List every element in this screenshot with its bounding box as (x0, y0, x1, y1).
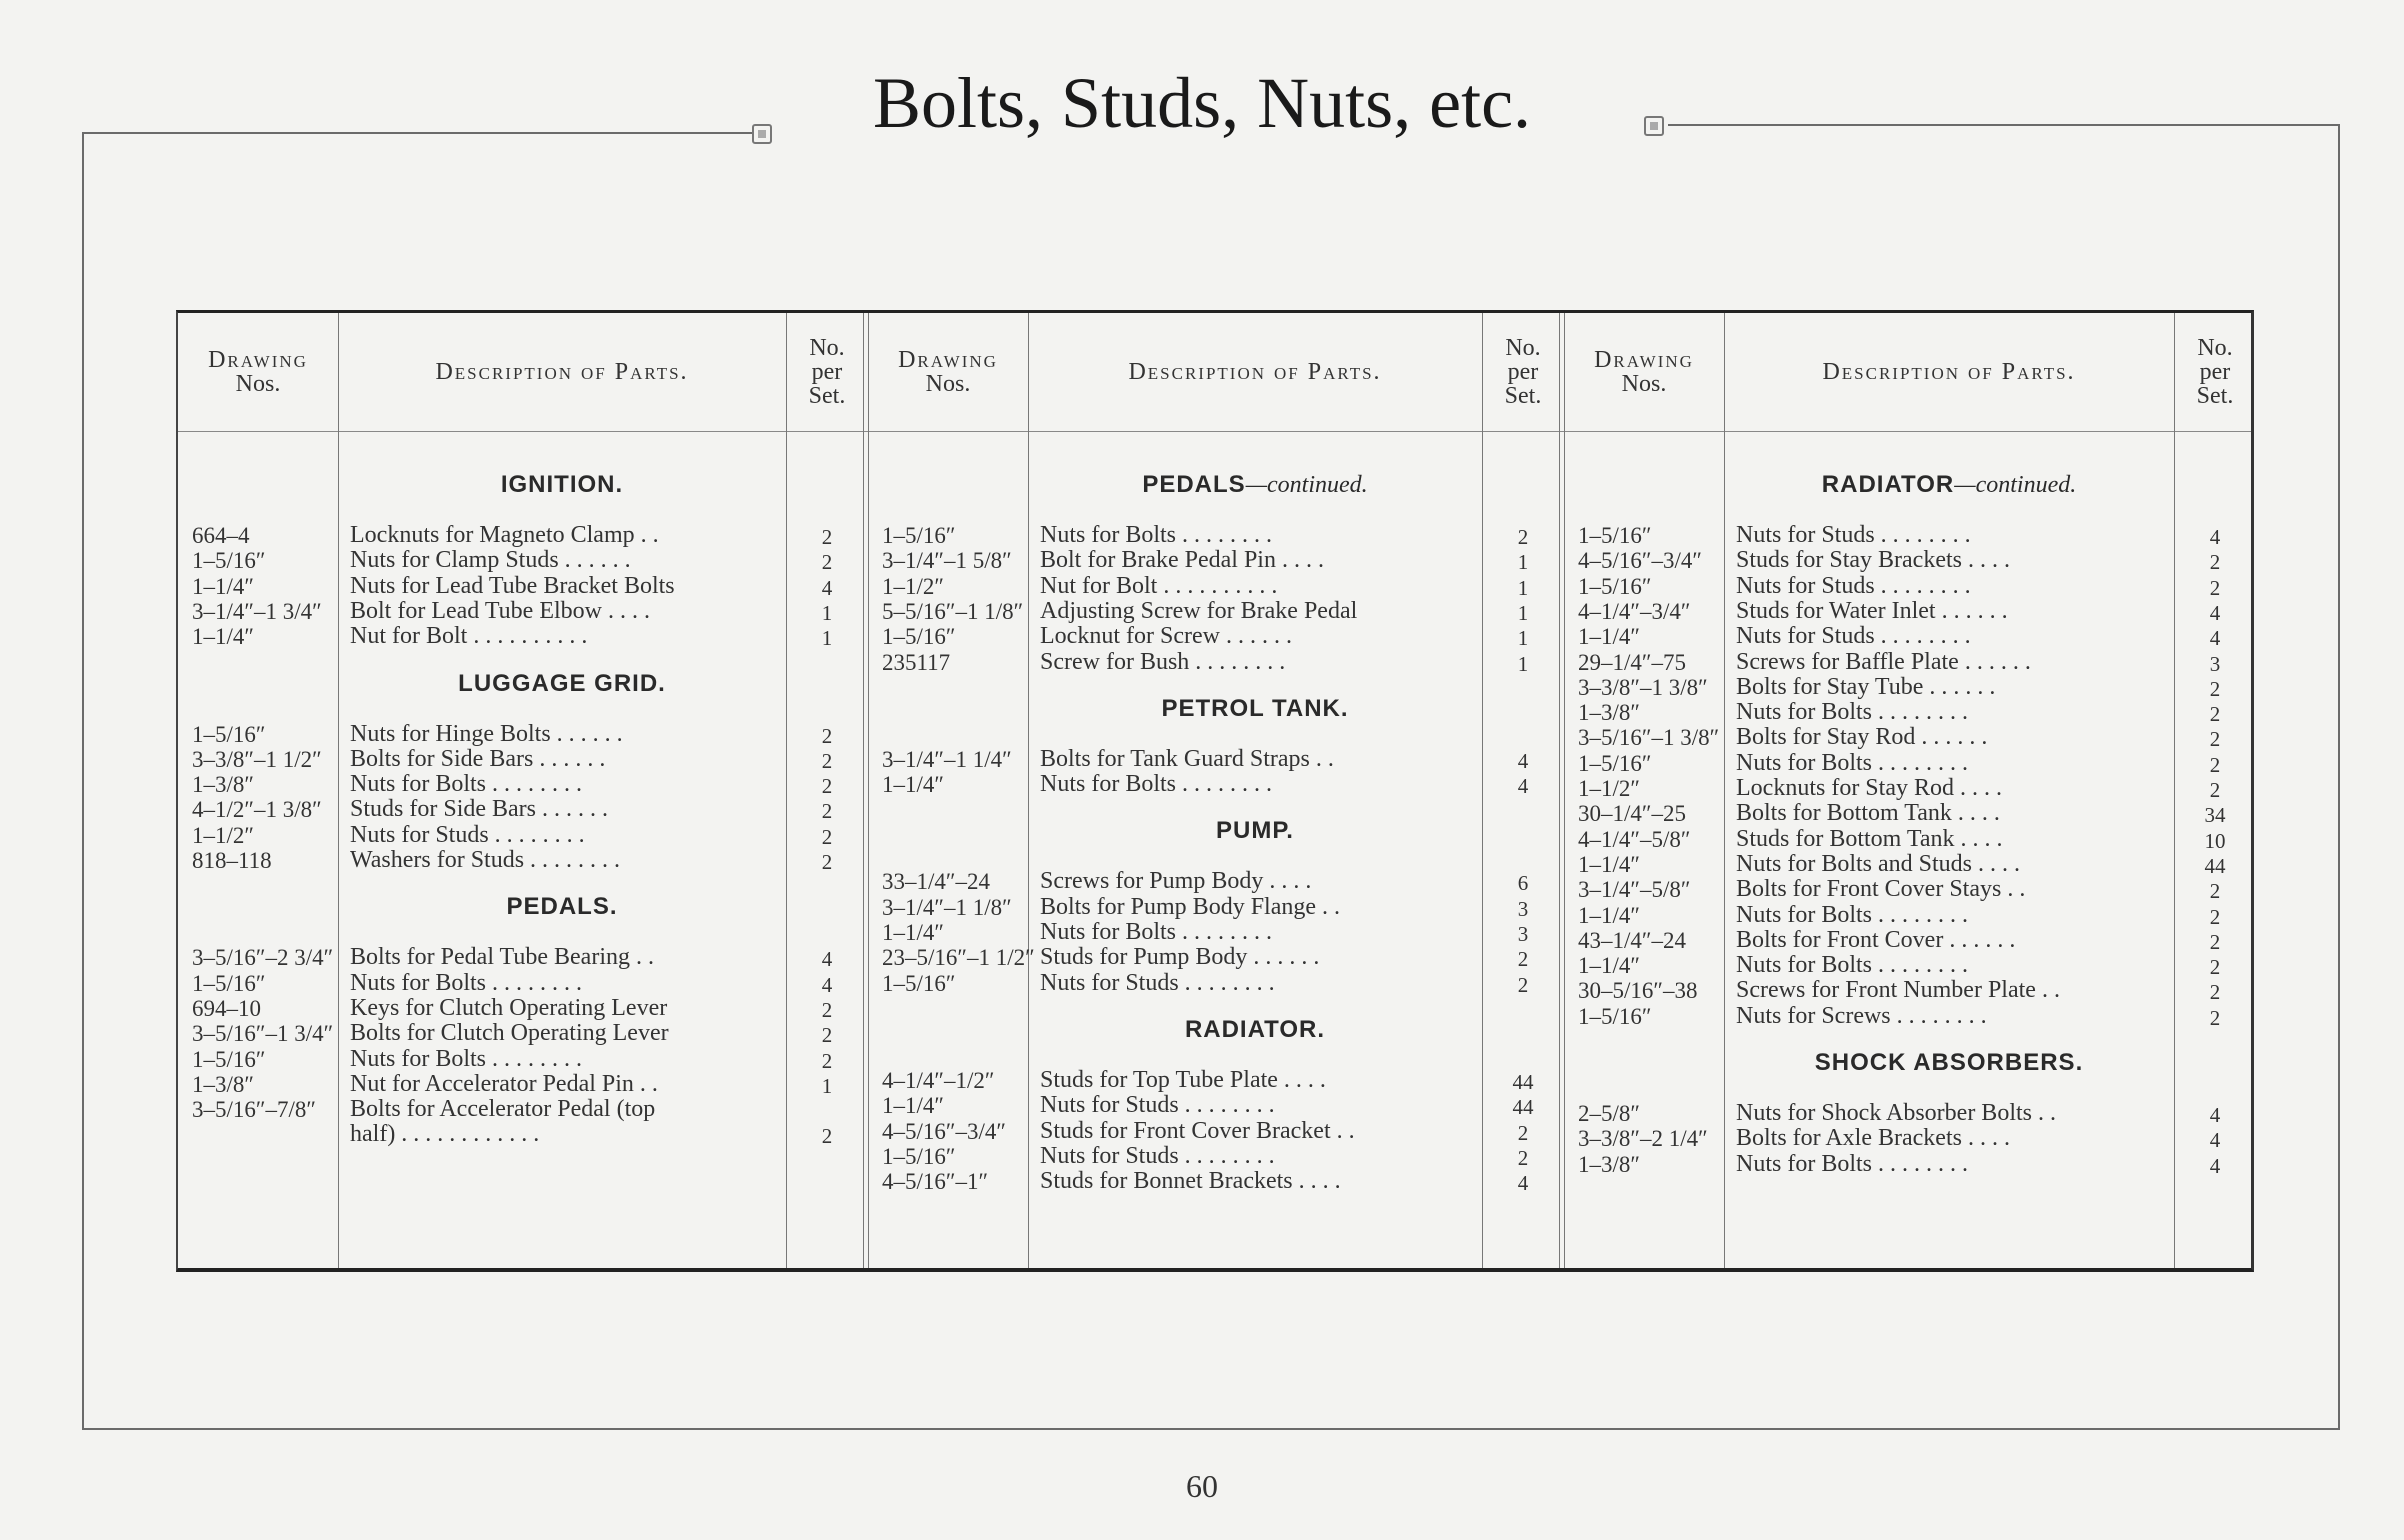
quantity-per-set: 4 (1517, 1171, 1529, 1196)
part-description: Bolts for Front Cover Stays . . (1736, 877, 2026, 903)
section-heading-text: SHOCK ABSORBERS. (1814, 1049, 2084, 1076)
quantity-per-set: 1 (821, 1073, 833, 1098)
section-heading-suffix: —continued. (1954, 472, 2077, 498)
header-per-set-line1: No. (2197, 335, 2233, 361)
section-heading (1724, 471, 2174, 499)
quantity-per-set: 2 (2209, 550, 2221, 575)
quantity-per-set: 44 (1512, 1069, 1534, 1094)
drawing-number: 1–5/16″ (882, 970, 956, 996)
quantity-per-set: 2 (821, 774, 833, 799)
parts-table (176, 310, 2254, 1272)
drawing-number: 1–3/8″ (1578, 700, 1640, 726)
header-drawing-line2: Nos. (1621, 371, 1667, 397)
quantity-per-set: 2 (821, 997, 833, 1022)
part-description: Nut for Bolt . . . . . . . . . . (1040, 573, 1278, 599)
part-description: Nuts for Studs . . . . . . . . (1736, 523, 1971, 548)
drawing-number: 3–5/16″–7/8″ (192, 1097, 316, 1123)
header-per-set-line2: per (811, 359, 843, 385)
quantity-per-set: 2 (821, 525, 833, 549)
part-description: Bolts for Pump Body Flange . . (1040, 894, 1341, 920)
quantity-per-set: 4 (2209, 1153, 2221, 1178)
part-description: Nuts for Studs . . . . . . . . (350, 822, 585, 848)
part-description: Bolts for Stay Rod . . . . . . (1736, 725, 1988, 751)
part-description: Nuts for Studs . . . . . . . . (1736, 624, 1971, 650)
page-title: Bolts, Studs, Nuts, etc. (872, 63, 1532, 143)
group-divider (863, 313, 864, 1268)
part-description: Studs for Bottom Tank . . . . (1736, 826, 2003, 852)
drawing-number: 1–1/4″ (1578, 953, 1640, 979)
part-description: Studs for Side Bars . . . . . . (350, 797, 608, 823)
part-description: Nuts for Lead Tube Bracket Bolts (350, 573, 675, 599)
header-per-set-line2: per (1507, 359, 1539, 385)
quantity-per-set: 1 (821, 600, 833, 625)
quantity-per-set: 2 (2209, 1005, 2221, 1030)
part-description: Washers for Studs . . . . . . . . (350, 848, 621, 873)
drawing-number: 1–5/16″ (882, 523, 956, 548)
part-description: Nuts for Bolts . . . . . . . . (1040, 523, 1273, 548)
part-description: Bolt for Lead Tube Elbow . . . . (350, 598, 650, 624)
drawing-number: 1–1/4″ (192, 573, 254, 599)
part-description: Nuts for Bolts . . . . . . . . (350, 1046, 583, 1072)
quantity-per-set: 2 (821, 723, 833, 748)
drawing-number: 1–1/4″ (882, 1093, 944, 1119)
part-description: Locknut for Screw . . . . . . (1040, 624, 1292, 650)
drawing-number: 4–5/16″–1″ (882, 1169, 989, 1195)
section-heading-text: PEDALS (1142, 471, 1246, 498)
part-description: Nuts for Bolts and Studs . . . . (1736, 851, 2021, 877)
quantity-per-set: 2 (2209, 778, 2221, 802)
drawing-number: 1–5/16″ (882, 624, 956, 650)
header-per-set (1482, 313, 1564, 431)
drawing-number: 1–5/16″ (1578, 750, 1652, 776)
quantity-per-set: 3 (2209, 651, 2221, 676)
quantity-per-set: 2 (2209, 752, 2221, 777)
quantity-per-set: 4 (821, 972, 833, 997)
header-per-set-line3: Set. (1504, 383, 1542, 409)
quantity-per-set: 10 (2204, 828, 2226, 853)
header-per-set (2174, 313, 2256, 431)
quantity-per-set: 2 (1517, 525, 1529, 549)
part-description: Nuts for Studs . . . . . . . . (1040, 1093, 1275, 1119)
header-drawing-line1: Drawing (208, 347, 308, 373)
quantity-per-set: 4 (2209, 1128, 2221, 1153)
section-heading-text: PETROL TANK. (1161, 694, 1349, 722)
header-description (1028, 313, 1482, 431)
drawing-number: 3–3/8″–1 1/2″ (192, 746, 322, 772)
quantity-per-set: 3 (1517, 922, 1529, 946)
group-divider (1564, 313, 1565, 1268)
header-description-label: Description of Parts. (1128, 359, 1382, 385)
column-divider (1028, 313, 1029, 1268)
drawing-number: 1–1/4″ (1578, 902, 1640, 928)
frame-top-left (82, 132, 752, 134)
ornament-left (752, 124, 772, 144)
header-drawing-line2: Nos. (925, 371, 971, 397)
header-drawing-nos (1564, 313, 1724, 431)
header-drawing-nos (868, 313, 1028, 431)
part-description: Studs for Bonnet Brackets . . . . (1040, 1169, 1341, 1195)
part-description: Nuts for Bolts . . . . . . . . (1736, 1151, 1969, 1177)
drawing-number: 3–1/4″–1 3/4″ (192, 598, 322, 624)
drawing-number: 4–1/4″–5/8″ (1578, 826, 1691, 852)
quantity-per-set: 2 (2209, 727, 2221, 752)
drawing-number: 1–3/8″ (1578, 1151, 1640, 1177)
quantity-per-set: 2 (821, 850, 833, 874)
part-description: Screws for Pump Body . . . . (1040, 869, 1312, 895)
part-description: Nuts for Bolts . . . . . . . . (350, 772, 583, 798)
quantity-per-set: 1 (1517, 575, 1529, 600)
header-per-set-line3: Set. (808, 383, 846, 409)
section-heading (1028, 817, 1482, 845)
quantity-per-set: 2 (2209, 676, 2221, 701)
drawing-number: 1–1/2″ (882, 573, 944, 599)
quantity-per-set: 2 (821, 1023, 833, 1048)
drawing-number: 694–10 (192, 995, 261, 1021)
part-description: Nuts for Bolts . . . . . . . . (1040, 772, 1273, 798)
group-divider (1559, 313, 1560, 1268)
part-description: Bolts for Pedal Tube Bearing . . (350, 945, 654, 971)
drawing-number: 3–1/4″–5/8″ (1578, 877, 1691, 903)
quantity-per-set: 4 (821, 575, 833, 600)
quantity-per-set: 4 (821, 947, 833, 972)
quantity-per-set: 2 (821, 748, 833, 773)
quantity-per-set: 2 (821, 1048, 833, 1073)
column-divider (338, 313, 339, 1268)
drawing-number: 1–1/4″ (192, 624, 254, 650)
part-description: Nuts for Bolts . . . . . . . . (1736, 953, 1969, 979)
drawing-number: 4–1/4″–1/2″ (882, 1067, 995, 1093)
drawing-number: 3–5/16″–1 3/8″ (1578, 725, 1720, 751)
part-description: Studs for Pump Body . . . . . . (1040, 945, 1320, 971)
header-per-set-line1: No. (809, 335, 845, 361)
drawing-number: 1–5/16″ (1578, 573, 1652, 599)
header-per-set-line1: No. (1505, 335, 1541, 361)
group-divider (868, 313, 869, 1268)
drawing-number: 3–1/4″–1 1/4″ (882, 746, 1012, 772)
drawing-number: 2–5/8″ (1578, 1101, 1640, 1126)
part-description: Bolts for Tank Guard Straps . . (1040, 746, 1334, 772)
part-description: Nuts for Bolts . . . . . . . . (1040, 920, 1273, 945)
part-description: Nuts for Studs . . . . . . . . (1040, 1143, 1275, 1169)
part-description: Nuts for Studs . . . . . . . . (1736, 573, 1971, 599)
quantity-per-set: 34 (2204, 803, 2226, 828)
drawing-number: 1–5/16″ (192, 721, 266, 747)
ornament-right (1644, 116, 1664, 136)
drawing-number: 1–3/8″ (192, 772, 254, 798)
quantity-per-set: 1 (1517, 550, 1529, 575)
part-description: Screw for Bush . . . . . . . . (1040, 649, 1286, 675)
quantity-per-set: 4 (2209, 1103, 2221, 1127)
quantity-per-set: 1 (1517, 600, 1529, 625)
drawing-number: 3–5/16″–2 3/4″ (192, 945, 334, 971)
header-description (1724, 313, 2174, 431)
part-description: Bolts for Accelerator Pedal (top (350, 1097, 656, 1123)
drawing-number: 1–3/8″ (192, 1071, 254, 1097)
quantity-per-set: 1 (821, 626, 833, 651)
section-heading-text: PEDALS. (506, 893, 618, 921)
quantity-per-set: 2 (2209, 955, 2221, 980)
drawing-number: 3–3/8″–2 1/4″ (1578, 1126, 1708, 1152)
quantity-per-set: 2 (2209, 702, 2221, 727)
section-heading (1028, 471, 1482, 499)
part-description: Nuts for Bolts . . . . . . . . (1736, 700, 1969, 726)
drawing-number: 235117 (882, 649, 951, 675)
header-drawing-nos (178, 313, 338, 431)
header-description (338, 313, 786, 431)
drawing-number: 1–5/16″ (1578, 1003, 1652, 1029)
header-drawing-line1: Drawing (898, 347, 998, 373)
quantity-per-set: 2 (1517, 947, 1529, 972)
drawing-number: 664–4 (192, 523, 250, 548)
quantity-per-set: 2 (2209, 929, 2221, 954)
part-description: Screws for Baffle Plate . . . . . . (1736, 649, 2031, 675)
section-heading (1028, 1016, 1482, 1044)
drawing-number: 5–5/16″–1 1/8″ (882, 598, 1024, 624)
quantity-per-set: 4 (2209, 600, 2221, 625)
frame-right (2338, 124, 2340, 1430)
quantity-per-set: 2 (2209, 980, 2221, 1005)
part-description: Nuts for Shock Absorber Bolts . . (1736, 1101, 2056, 1126)
header-description-label: Description of Parts. (1822, 359, 2076, 385)
column-divider (1724, 313, 1725, 1268)
part-description: Nuts for Screws . . . . . . . . (1736, 1003, 1987, 1029)
part-description: Studs for Front Cover Bracket . . (1040, 1118, 1355, 1144)
part-description: Studs for Water Inlet . . . . . . (1736, 598, 2008, 624)
part-description: Bolts for Bottom Tank . . . . (1736, 801, 2000, 827)
drawing-number: 33–1/4″–24 (882, 869, 990, 895)
drawing-number: 43–1/4″–24 (1578, 927, 1686, 953)
section-heading-text: IGNITION. (500, 471, 624, 498)
part-description: Bolts for Axle Brackets . . . . (1736, 1126, 2010, 1152)
quantity-per-set: 2 (821, 824, 833, 849)
drawing-number: 4–5/16″–3/4″ (1578, 548, 1702, 574)
quantity-per-set: 1 (1517, 626, 1529, 651)
drawing-number: 1–1/4″ (1578, 851, 1640, 877)
drawing-number: 30–1/4″–25 (1578, 801, 1686, 827)
frame-left (82, 132, 84, 1430)
drawing-number: 23–5/16″–1 1/2″ (882, 945, 1035, 971)
section-heading (338, 893, 786, 921)
section-heading (1724, 1049, 2174, 1077)
quantity-per-set: 2 (1517, 1120, 1529, 1145)
quantity-per-set: 3 (1517, 896, 1529, 921)
part-description: Bolt for Brake Pedal Pin . . . . (1040, 548, 1324, 574)
quantity-per-set: 4 (1517, 748, 1529, 773)
header-per-set-line3: Set. (2196, 383, 2234, 409)
part-description: Bolts for Front Cover . . . . . . (1736, 927, 2016, 953)
part-description: Nuts for Hinge Bolts . . . . . . (350, 721, 623, 747)
drawing-number: 1–1/4″ (1578, 624, 1640, 650)
drawing-number: 1–1/4″ (882, 772, 944, 798)
section-heading-suffix: —continued. (1245, 472, 1368, 498)
part-description: Bolts for Side Bars . . . . . . (350, 746, 606, 772)
part-description: Nut for Accelerator Pedal Pin . . (350, 1071, 658, 1097)
section-heading-text: LUGGAGE GRID. (458, 669, 666, 697)
section-heading (338, 471, 786, 499)
section-heading-text: RADIATOR (1821, 471, 1955, 498)
quantity-per-set: 2 (821, 550, 833, 575)
drawing-number: 3–5/16″–1 3/4″ (192, 1021, 334, 1047)
quantity-per-set: 4 (2209, 626, 2221, 651)
drawing-number: 3–1/4″–1 1/8″ (882, 894, 1012, 920)
quantity-per-set: 2 (821, 1124, 833, 1149)
part-description: Nut for Bolt . . . . . . . . . . (350, 624, 588, 650)
quantity-per-set: 2 (821, 799, 833, 824)
section-heading-text: PUMP. (1216, 817, 1294, 845)
header-drawing-line2: Nos. (235, 371, 281, 397)
quantity-per-set: 4 (1517, 774, 1529, 799)
part-description: Bolts for Stay Tube . . . . . . (1736, 674, 1996, 700)
quantity-per-set: 2 (2209, 879, 2221, 904)
drawing-number: 29–1/4″–75 (1578, 649, 1686, 675)
drawing-number: 1–1/4″ (882, 920, 944, 945)
drawing-number: 1–5/16″ (882, 1143, 956, 1169)
part-description: Screws for Front Number Plate . . (1736, 978, 2060, 1004)
drawing-number: 4–5/16″–3/4″ (882, 1118, 1006, 1144)
quantity-per-set: 4 (2209, 525, 2221, 549)
part-description: Nuts for Bolts . . . . . . . . (350, 970, 583, 996)
drawing-number: 3–1/4″–1 5/8″ (882, 548, 1012, 574)
quantity-per-set: 44 (1512, 1095, 1534, 1120)
header-description-label: Description of Parts. (435, 359, 689, 385)
header-rule (178, 431, 2251, 432)
quantity-per-set: 6 (1517, 871, 1529, 896)
part-description: Nuts for Clamp Studs . . . . . . (350, 548, 631, 574)
part-description: Adjusting Screw for Brake Pedal (1040, 598, 1358, 624)
drawing-number: 1–5/16″ (192, 970, 266, 996)
drawing-number: 4–1/4″–3/4″ (1578, 598, 1691, 624)
frame-bottom (82, 1428, 2340, 1430)
section-heading (338, 670, 786, 698)
drawing-number: 1–1/2″ (192, 822, 254, 848)
quantity-per-set: 44 (2204, 853, 2226, 878)
part-description: half) . . . . . . . . . . . . (350, 1122, 540, 1148)
page-number: 60 (1186, 1468, 1218, 1504)
drawing-number: 818–118 (192, 848, 272, 873)
header-drawing-line1: Drawing (1594, 347, 1694, 373)
drawing-number: 1–5/16″ (192, 548, 266, 574)
section-heading-text: RADIATOR. (1184, 1015, 1326, 1043)
part-description: Nuts for Bolts . . . . . . . . (1736, 750, 1969, 776)
quantity-per-set: 2 (1517, 972, 1529, 997)
drawing-number: 4–1/2″–1 3/8″ (192, 797, 322, 823)
header-per-set (786, 313, 868, 431)
part-description: Locknuts for Stay Rod . . . . (1736, 776, 2002, 801)
part-description: Locknuts for Magneto Clamp . . (350, 523, 659, 548)
drawing-number: 1–5/16″ (1578, 523, 1652, 548)
drawing-number: 3–3/8″–1 3/8″ (1578, 674, 1708, 700)
part-description: Keys for Clutch Operating Lever (350, 995, 668, 1021)
header-per-set-line2: per (2199, 359, 2231, 385)
drawing-number: 1–5/16″ (192, 1046, 266, 1072)
drawing-number: 30–5/16″–38 (1578, 978, 1698, 1004)
part-description: Nuts for Bolts . . . . . . . . (1736, 902, 1969, 928)
quantity-per-set: 2 (1517, 1145, 1529, 1170)
quantity-per-set: 2 (2209, 904, 2221, 929)
part-description: Nuts for Studs . . . . . . . . (1040, 970, 1275, 996)
part-description: Studs for Stay Brackets . . . . (1736, 548, 2010, 574)
part-description: Studs for Top Tube Plate . . . . (1040, 1067, 1326, 1093)
frame-top-right (1668, 124, 2338, 126)
part-description: Bolts for Clutch Operating Lever (350, 1021, 669, 1047)
drawing-number: 1–1/2″ (1578, 776, 1640, 801)
quantity-per-set: 2 (2209, 575, 2221, 600)
section-heading (1028, 695, 1482, 723)
quantity-per-set: 1 (1517, 651, 1529, 676)
